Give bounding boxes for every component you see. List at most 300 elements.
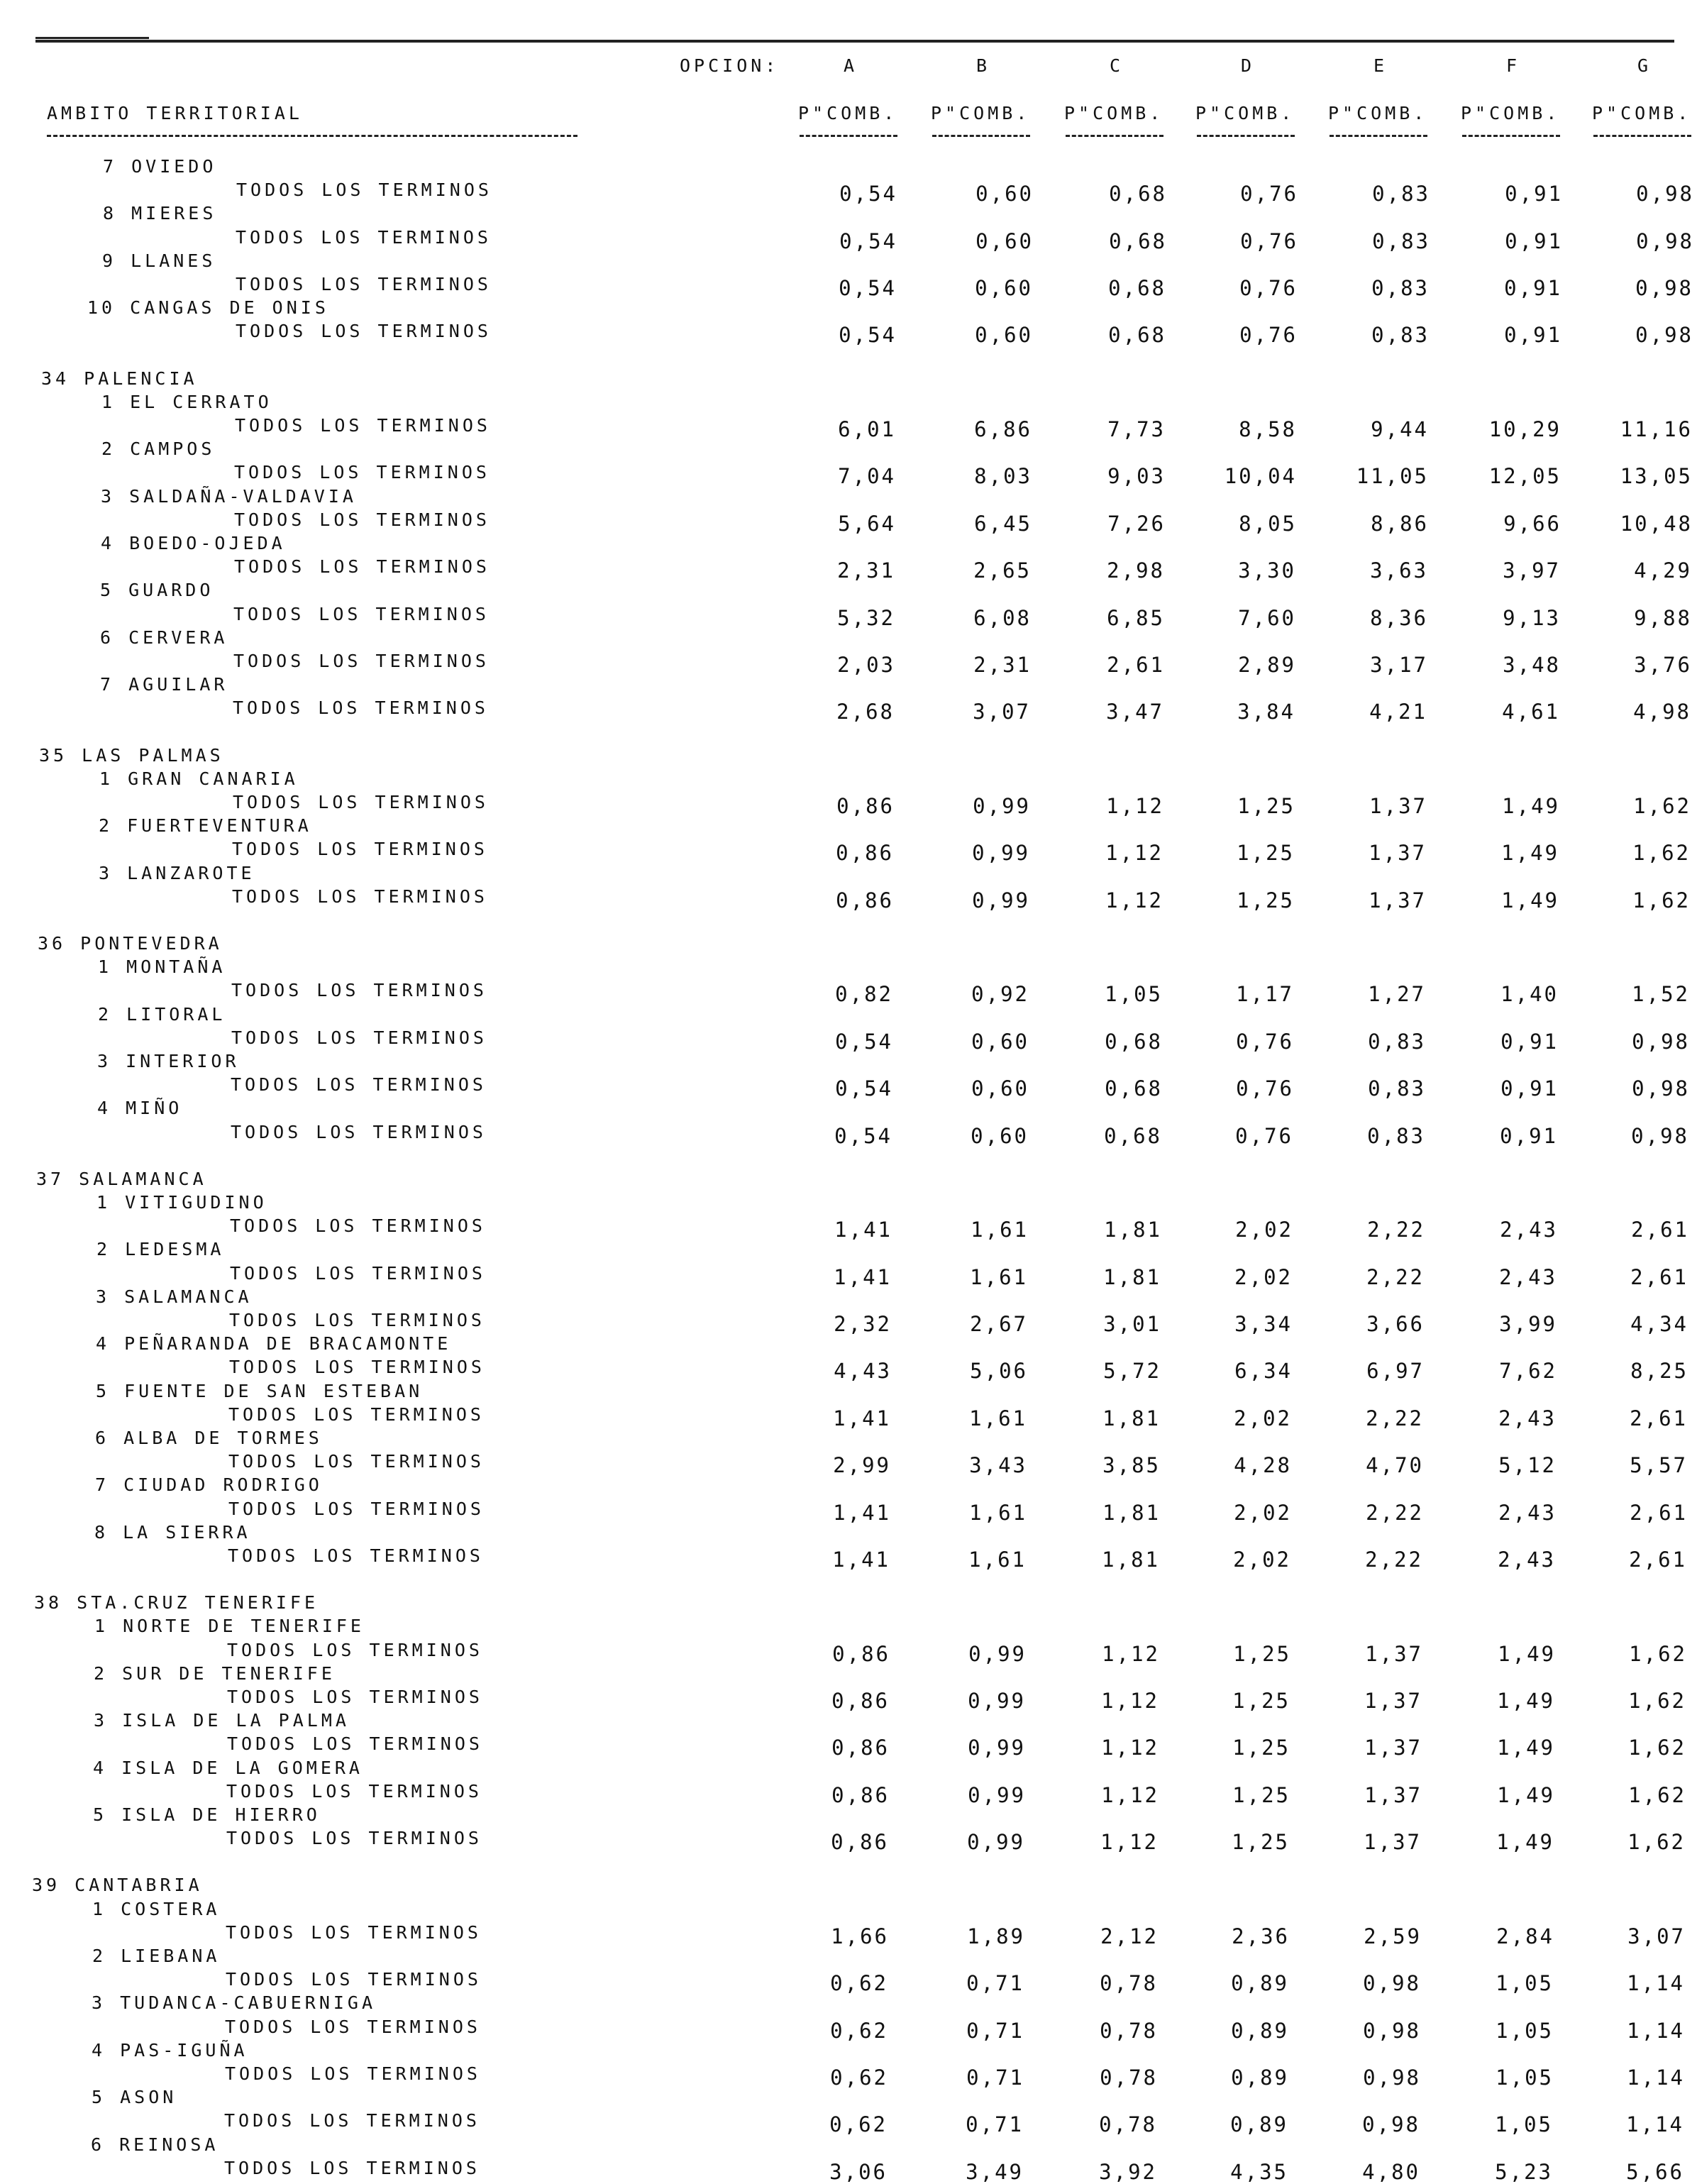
value-cell-g: 3,07	[1627, 1924, 1686, 1948]
pcomb-underline-g	[1593, 135, 1691, 137]
value-cell-c: 0,78	[1099, 2112, 1157, 2137]
value-cell-g: 1,14	[1627, 2018, 1685, 2043]
value-cell-d: 7,60	[1238, 605, 1296, 630]
opcion-label: OPCION:	[680, 55, 780, 76]
pcomb-underline-f	[1462, 135, 1560, 137]
terms-label: TODOS LOS TERMINOS	[226, 1921, 482, 1943]
value-cell-d: 0,76	[1235, 1123, 1293, 1148]
pcomb-header-a: P"COMB.	[798, 103, 898, 123]
terms-label: TODOS LOS TERMINOS	[225, 2063, 481, 2084]
value-cell-a: 3,06	[829, 2159, 888, 2184]
value-cell-e: 4,70	[1366, 1453, 1424, 1478]
value-cell-b: 1,61	[970, 1264, 1028, 1289]
value-cell-g: 1,62	[1628, 1782, 1686, 1807]
terms-label: TODOS LOS TERMINOS	[231, 1074, 487, 1096]
value-cell-c: 0,68	[1108, 276, 1166, 300]
value-cell-f: 12,05	[1488, 464, 1561, 489]
value-cell-c: 1,81	[1102, 1500, 1161, 1525]
ambito-territorial-heading: AMBITO TERRITORIAL	[47, 103, 303, 123]
terms-label: TODOS LOS TERMINOS	[229, 1310, 485, 1330]
value-cell-d: 0,89	[1231, 1971, 1289, 1996]
region-heading: 5 ASON	[92, 2087, 177, 2108]
value-cell-b: 8,03	[974, 464, 1032, 489]
value-cell-f: 1,05	[1496, 2018, 1554, 2043]
value-cell-g: 2,61	[1630, 1406, 1688, 1430]
option-letter-d: D	[1241, 55, 1256, 76]
value-cell-g: 0,98	[1636, 228, 1694, 253]
value-cell-e: 8,36	[1370, 605, 1428, 630]
value-cell-f: 9,13	[1503, 605, 1561, 630]
value-cell-e: 6,97	[1366, 1359, 1425, 1384]
terms-label: TODOS LOS TERMINOS	[224, 2157, 480, 2178]
value-cell-e: 0,83	[1367, 1123, 1425, 1148]
top-rule	[35, 40, 1674, 43]
value-cell-a: 0,62	[829, 2112, 888, 2137]
value-cell-c: 1,81	[1102, 1406, 1161, 1430]
value-cell-f: 7,62	[1499, 1359, 1557, 1384]
value-cell-b: 0,60	[975, 276, 1033, 300]
value-cell-c: 6,85	[1107, 605, 1165, 630]
value-cell-d: 0,89	[1231, 2066, 1289, 2090]
value-cell-c: 1,12	[1101, 1689, 1159, 1713]
value-cell-f: 2,43	[1500, 1218, 1558, 1242]
value-cell-c: 9,03	[1107, 464, 1166, 489]
value-cell-e: 2,59	[1364, 1924, 1422, 1948]
value-cell-e: 0,98	[1363, 2018, 1421, 2043]
value-cell-e: 1,37	[1369, 794, 1427, 818]
value-cell-b: 3,49	[966, 2159, 1024, 2184]
value-cell-b: 6,86	[974, 417, 1032, 441]
value-cell-b: 0,60	[975, 228, 1034, 253]
pcomb-header-e: P"COMB.	[1328, 103, 1428, 123]
province-heading: 38 STA.CRUZ TENERIFE	[34, 1592, 319, 1614]
value-cell-d: 1,25	[1237, 794, 1295, 818]
pcomb-underline-a	[800, 135, 897, 137]
value-cell-a: 5,32	[837, 605, 895, 630]
value-cell-c: 0,68	[1109, 228, 1167, 253]
value-cell-a: 0,86	[832, 1641, 890, 1666]
value-cell-c: 1,12	[1105, 888, 1163, 912]
region-heading: 10 CANGAS DE ONIS	[87, 297, 329, 319]
value-cell-f: 0,91	[1500, 1123, 1558, 1148]
region-heading: 5 FUENTE DE SAN ESTEBAN	[96, 1380, 424, 1401]
value-cell-g: 1,62	[1628, 1689, 1686, 1713]
value-cell-c: 7,26	[1107, 511, 1166, 536]
value-cell-f: 0,91	[1504, 276, 1562, 300]
value-cell-b: 1,89	[967, 1924, 1025, 1948]
value-cell-b: 2,31	[973, 653, 1032, 677]
value-cell-b: 0,92	[971, 982, 1029, 1007]
region-heading: 2 LITORAL	[98, 1003, 226, 1025]
region-heading: 3 SALDAÑA-VALDAVIA	[101, 485, 357, 507]
value-cell-c: 1,81	[1104, 1218, 1162, 1242]
value-cell-a: 1,41	[832, 1548, 890, 1572]
value-cell-d: 1,25	[1232, 1782, 1290, 1807]
value-cell-e: 11,05	[1356, 464, 1429, 489]
value-cell-f: 0,91	[1504, 323, 1562, 348]
value-cell-a: 6,01	[838, 417, 896, 441]
region-heading: 4 PAS-IGUÑA	[92, 2039, 248, 2061]
value-cell-c: 1,12	[1101, 1782, 1159, 1807]
value-cell-f: 3,48	[1503, 653, 1561, 677]
value-cell-d: 0,76	[1236, 1029, 1294, 1054]
province-heading: 36 PONTEVEDRA	[38, 933, 223, 954]
value-cell-g: 5,57	[1630, 1453, 1688, 1478]
value-cell-b: 0,99	[968, 1689, 1026, 1713]
value-cell-g: 1,62	[1628, 1736, 1686, 1760]
value-cell-g: 4,34	[1630, 1312, 1688, 1336]
value-cell-e: 1,37	[1369, 888, 1427, 912]
value-cell-d: 2,89	[1238, 653, 1296, 677]
value-cell-g: 3,76	[1634, 653, 1692, 677]
region-heading: 1 VITIGUDINO	[96, 1192, 267, 1213]
value-cell-e: 0,98	[1363, 2066, 1421, 2090]
value-cell-e: 0,83	[1368, 1029, 1426, 1054]
value-cell-f: 3,99	[1499, 1312, 1557, 1336]
value-cell-d: 2,02	[1234, 1264, 1293, 1289]
value-cell-c: 2,98	[1107, 558, 1165, 583]
value-cell-b: 0,99	[973, 794, 1031, 818]
value-cell-d: 1,25	[1232, 1736, 1290, 1760]
value-cell-e: 1,37	[1364, 1782, 1422, 1807]
value-cell-c: 1,12	[1100, 1830, 1159, 1855]
value-cell-f: 1,49	[1498, 1641, 1556, 1666]
value-cell-d: 0,76	[1239, 323, 1298, 348]
pcomb-header-d: P"COMB.	[1195, 103, 1295, 123]
pcomb-header-f: P"COMB.	[1461, 103, 1561, 123]
region-heading: 5 ISLA DE HIERRO	[93, 1804, 321, 1825]
value-cell-d: 1,25	[1237, 888, 1295, 912]
value-cell-f: 1,49	[1497, 1782, 1555, 1807]
value-cell-b: 2,65	[973, 558, 1032, 583]
value-cell-a: 0,54	[839, 228, 897, 253]
value-cell-g: 2,61	[1630, 1264, 1688, 1289]
value-cell-e: 4,80	[1362, 2159, 1420, 2184]
value-cell-a: 2,99	[833, 1453, 891, 1478]
value-cell-c: 1,12	[1105, 841, 1163, 866]
region-heading: 2 CAMPOS	[101, 439, 216, 460]
value-cell-b: 3,07	[973, 700, 1031, 724]
value-cell-d: 0,76	[1240, 182, 1298, 206]
region-heading: 6 REINOSA	[91, 2134, 219, 2155]
value-cell-a: 0,54	[835, 1029, 893, 1054]
value-cell-b: 6,08	[973, 605, 1032, 630]
value-cell-c: 2,61	[1107, 653, 1165, 677]
value-cell-d: 4,28	[1234, 1453, 1292, 1478]
value-cell-d: 8,58	[1239, 417, 1297, 441]
value-cell-a: 0,86	[836, 841, 894, 866]
terms-label: TODOS LOS TERMINOS	[234, 509, 490, 530]
region-heading: 1 GRAN CANARIA	[99, 768, 299, 789]
terms-label: TODOS LOS TERMINOS	[226, 1828, 482, 1849]
value-cell-d: 0,76	[1236, 1076, 1294, 1101]
value-cell-d: 2,02	[1234, 1500, 1292, 1525]
value-cell-f: 10,29	[1488, 417, 1561, 441]
value-cell-g: 1,62	[1633, 794, 1691, 818]
region-heading: 4 PEÑARANDA DE BRACAMONTE	[96, 1333, 452, 1355]
value-cell-d: 2,36	[1232, 1924, 1290, 1948]
terms-label: TODOS LOS TERMINOS	[231, 1121, 487, 1142]
value-cell-d: 0,76	[1239, 276, 1298, 300]
value-cell-f: 1,49	[1497, 1689, 1555, 1713]
value-cell-e: 3,17	[1370, 653, 1428, 677]
value-cell-c: 1,81	[1103, 1264, 1161, 1289]
value-cell-a: 0,86	[836, 794, 895, 818]
value-cell-g: 4,29	[1634, 558, 1692, 583]
value-cell-e: 9,44	[1371, 417, 1429, 441]
value-cell-c: 5,72	[1103, 1359, 1161, 1384]
value-cell-g: 1,62	[1629, 1641, 1687, 1666]
value-cell-b: 0,99	[972, 888, 1030, 912]
value-cell-a: 1,66	[831, 1924, 889, 1948]
value-cell-b: 5,06	[970, 1359, 1028, 1384]
value-cell-a: 2,03	[837, 653, 895, 677]
value-cell-e: 1,37	[1365, 1641, 1423, 1666]
value-cell-c: 0,68	[1108, 323, 1166, 348]
value-cell-c: 0,78	[1100, 2066, 1158, 2090]
value-cell-f: 1,49	[1501, 888, 1559, 912]
pcomb-header-c: P"COMB.	[1064, 103, 1164, 123]
value-cell-d: 2,02	[1234, 1406, 1292, 1430]
terms-label: TODOS LOS TERMINOS	[228, 1403, 485, 1425]
region-heading: 4 ISLA DE LA GOMERA	[93, 1757, 363, 1778]
value-cell-a: 1,41	[833, 1406, 891, 1430]
value-cell-f: 0,91	[1500, 1076, 1559, 1101]
option-letter-e: E	[1373, 55, 1388, 76]
value-cell-f: 1,05	[1496, 1971, 1554, 1996]
value-cell-g: 0,98	[1635, 323, 1693, 348]
terms-label: TODOS LOS TERMINOS	[232, 886, 488, 907]
terms-label: TODOS LOS TERMINOS	[228, 1545, 484, 1566]
value-cell-d: 1,17	[1236, 982, 1294, 1007]
value-cell-f: 2,43	[1499, 1264, 1557, 1289]
value-cell-e: 2,22	[1366, 1264, 1425, 1289]
province-heading: 34 PALENCIA	[41, 368, 198, 389]
value-cell-f: 5,23	[1495, 2159, 1553, 2184]
value-cell-g: 1,52	[1632, 982, 1690, 1007]
pcomb-header-b: P"COMB.	[931, 103, 1031, 123]
value-cell-a: 4,43	[834, 1359, 892, 1384]
region-heading: 5 GUARDO	[100, 580, 214, 601]
value-cell-d: 0,89	[1231, 2018, 1289, 2043]
value-cell-b: 0,60	[975, 323, 1033, 348]
value-cell-a: 1,41	[833, 1500, 891, 1525]
value-cell-c: 3,92	[1099, 2159, 1157, 2184]
value-cell-b: 0,99	[967, 1830, 1025, 1855]
region-heading: 8 MIERES	[103, 203, 217, 224]
value-cell-a: 0,82	[835, 982, 893, 1007]
value-cell-b: 0,60	[975, 182, 1034, 206]
value-cell-e: 8,86	[1371, 511, 1429, 536]
value-cell-b: 0,71	[966, 2066, 1024, 2090]
value-cell-e: 0,83	[1371, 323, 1430, 348]
value-cell-a: 0,54	[834, 1123, 892, 1148]
value-cell-f: 5,12	[1498, 1453, 1557, 1478]
region-heading: 4 MIÑO	[97, 1098, 183, 1119]
terms-label: TODOS LOS TERMINOS	[233, 792, 489, 812]
value-cell-g: 13,05	[1620, 464, 1693, 489]
region-heading: 3 INTERIOR	[97, 1051, 240, 1071]
value-cell-f: 2,84	[1496, 1924, 1554, 1948]
value-cell-b: 0,71	[966, 2112, 1024, 2137]
region-heading: 2 FUERTEVENTURA	[99, 815, 312, 837]
option-letter-a: A	[844, 55, 858, 76]
value-cell-f: 2,43	[1498, 1548, 1556, 1572]
value-cell-c: 1,05	[1105, 982, 1163, 1007]
value-cell-g: 0,98	[1635, 276, 1693, 300]
value-cell-b: 0,99	[972, 841, 1030, 866]
terms-label: TODOS LOS TERMINOS	[236, 321, 492, 342]
region-heading: 8 LA SIERRA	[94, 1521, 251, 1543]
value-cell-d: 1,25	[1237, 841, 1295, 866]
province-heading: 37 SALAMANCA	[36, 1168, 207, 1189]
terms-label: TODOS LOS TERMINOS	[227, 1687, 483, 1707]
value-cell-a: 1,41	[834, 1264, 892, 1289]
value-cell-a: 0,86	[831, 1689, 890, 1713]
terms-label: TODOS LOS TERMINOS	[236, 226, 492, 248]
value-cell-a: 7,04	[838, 464, 896, 489]
region-heading: 7 OVIEDO	[103, 156, 217, 177]
region-heading: 3 TUDANCA-CABUERNIGA	[92, 1992, 377, 2014]
value-cell-e: 1,37	[1364, 1736, 1422, 1760]
pcomb-underline-d	[1197, 135, 1295, 137]
value-cell-c: 1,12	[1106, 794, 1164, 818]
value-cell-g: 9,88	[1634, 605, 1692, 630]
value-cell-c: 2,12	[1100, 1924, 1159, 1948]
value-cell-b: 0,71	[966, 1971, 1024, 1996]
value-cell-g: 0,98	[1631, 1123, 1689, 1148]
value-cell-d: 1,25	[1232, 1830, 1290, 1855]
value-cell-d: 1,25	[1233, 1641, 1291, 1666]
value-cell-c: 3,85	[1102, 1453, 1161, 1478]
value-cell-b: 0,99	[968, 1782, 1026, 1807]
value-cell-a: 0,62	[830, 2018, 888, 2043]
value-cell-g: 4,98	[1633, 700, 1691, 724]
value-cell-e: 1,37	[1364, 1830, 1422, 1855]
option-letter-f: F	[1506, 55, 1521, 76]
value-cell-f: 1,49	[1496, 1830, 1554, 1855]
region-heading: 2 LEDESMA	[96, 1239, 225, 1260]
value-cell-a: 0,86	[831, 1736, 890, 1760]
value-cell-g: 1,14	[1627, 2066, 1685, 2090]
value-cell-a: 0,54	[839, 182, 897, 206]
value-cell-b: 0,60	[971, 1123, 1029, 1148]
value-cell-b: 1,61	[969, 1500, 1027, 1525]
value-cell-b: 2,67	[970, 1312, 1028, 1336]
value-cell-d: 2,02	[1235, 1218, 1293, 1242]
value-cell-a: 0,62	[830, 1971, 888, 1996]
value-cell-d: 3,30	[1238, 558, 1296, 583]
option-letter-b: B	[976, 55, 991, 76]
value-cell-g: 2,61	[1629, 1548, 1687, 1572]
value-cell-g: 5,66	[1626, 2159, 1684, 2184]
value-cell-d: 2,02	[1233, 1548, 1291, 1572]
value-cell-f: 2,43	[1498, 1406, 1557, 1430]
pcomb-header-g: P"COMB.	[1592, 103, 1692, 123]
region-heading: 7 CIUDAD RODRIGO	[95, 1474, 323, 1496]
value-cell-e: 0,83	[1368, 1076, 1426, 1101]
value-cell-f: 4,61	[1502, 700, 1560, 724]
region-heading: 1 COSTERA	[92, 1898, 221, 1919]
value-cell-b: 3,43	[969, 1453, 1027, 1478]
value-cell-a: 2,32	[834, 1312, 892, 1336]
value-cell-b: 0,99	[968, 1736, 1026, 1760]
terms-label: TODOS LOS TERMINOS	[229, 1357, 485, 1378]
value-cell-b: 0,71	[966, 2018, 1024, 2043]
value-cell-c: 0,68	[1104, 1123, 1162, 1148]
value-cell-e: 1,37	[1369, 841, 1427, 866]
terms-label: TODOS LOS TERMINOS	[233, 651, 490, 671]
value-cell-f: 3,97	[1503, 558, 1561, 583]
value-cell-g: 1,62	[1627, 1830, 1686, 1855]
value-cell-c: 0,78	[1100, 1971, 1158, 1996]
value-cell-g: 0,98	[1632, 1029, 1690, 1054]
region-heading: 1 NORTE DE TENERIFE	[94, 1616, 365, 1637]
value-cell-e: 0,98	[1362, 2112, 1420, 2137]
value-cell-d: 10,04	[1224, 464, 1297, 489]
value-cell-g: 1,14	[1627, 1971, 1685, 1996]
terms-label: TODOS LOS TERMINOS	[228, 1451, 485, 1472]
region-heading: 9 LLANES	[102, 250, 216, 271]
value-cell-e: 2,22	[1365, 1548, 1423, 1572]
value-cell-b: 1,61	[969, 1406, 1027, 1430]
top-rule-accent	[35, 37, 149, 39]
value-cell-c: 1,12	[1101, 1736, 1159, 1760]
value-cell-c: 0,68	[1105, 1076, 1163, 1101]
value-cell-b: 0,99	[968, 1641, 1027, 1666]
value-cell-f: 9,66	[1503, 511, 1561, 536]
value-cell-a: 0,86	[836, 888, 894, 912]
region-heading: 6 CERVERA	[100, 627, 228, 648]
value-cell-a: 0,54	[839, 323, 897, 348]
option-letter-c: C	[1110, 55, 1124, 76]
value-cell-c: 1,81	[1102, 1548, 1160, 1572]
value-cell-g: 1,62	[1632, 888, 1691, 912]
terms-label: TODOS LOS TERMINOS	[227, 1733, 483, 1755]
value-cell-g: 1,14	[1626, 2112, 1684, 2137]
value-cell-e: 0,83	[1371, 276, 1430, 300]
value-cell-e: 2,22	[1367, 1218, 1425, 1242]
region-heading: 1 EL CERRATO	[101, 391, 272, 412]
value-cell-a: 1,41	[834, 1218, 892, 1242]
region-heading: 6 ALBA DE TORMES	[95, 1428, 323, 1448]
value-cell-c: 0,68	[1105, 1029, 1163, 1054]
value-cell-g: 11,16	[1620, 417, 1693, 441]
value-cell-f: 1,49	[1502, 794, 1560, 818]
value-cell-d: 8,05	[1239, 511, 1297, 536]
value-cell-g: 2,61	[1630, 1500, 1688, 1525]
terms-label: TODOS LOS TERMINOS	[233, 603, 490, 624]
value-cell-d: 3,84	[1237, 700, 1295, 724]
region-heading: 3 ISLA DE LA PALMA	[94, 1710, 350, 1731]
value-cell-g: 10,48	[1620, 511, 1693, 536]
value-cell-c: 0,68	[1109, 182, 1167, 206]
value-cell-a: 2,68	[836, 700, 895, 724]
value-cell-c: 3,01	[1103, 1312, 1161, 1336]
value-cell-g: 0,98	[1636, 182, 1694, 206]
value-cell-b: 0,60	[971, 1029, 1029, 1054]
terms-label: TODOS LOS TERMINOS	[235, 415, 491, 436]
terms-label: TODOS LOS TERMINOS	[230, 1262, 486, 1284]
region-heading: 7 AGUILAR	[100, 674, 228, 695]
region-heading: 1 MONTAÑA	[98, 956, 226, 978]
value-cell-c: 1,12	[1102, 1641, 1160, 1666]
value-cell-f: 1,05	[1495, 2112, 1553, 2137]
value-cell-e: 0,83	[1372, 182, 1430, 206]
value-cell-a: 2,31	[837, 558, 895, 583]
value-cell-e: 1,37	[1364, 1689, 1422, 1713]
terms-label: TODOS LOS TERMINOS	[225, 2016, 481, 2037]
